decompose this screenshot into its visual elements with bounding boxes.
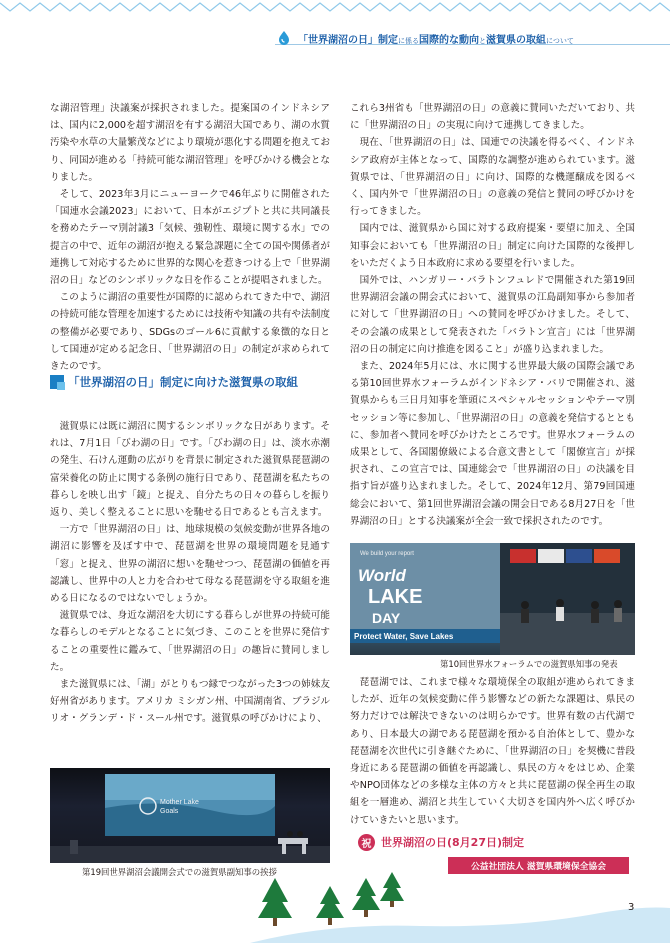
- page-number: 3: [628, 902, 635, 913]
- banner-slogan: Protect Water, Save Lakes: [354, 632, 454, 641]
- water-drop-icon: [276, 30, 292, 46]
- celebration-heading: [358, 833, 524, 851]
- top-zigzag-decoration: [0, 0, 670, 14]
- forum-illustration: [350, 543, 635, 655]
- left-photo-caption: 第19回世界湖沼会議開会式での滋賀県副知事の挨拶: [82, 867, 277, 877]
- celebration-badge: 祝: [358, 834, 375, 851]
- conference-stage-photo: [50, 768, 330, 863]
- trees-and-lake-decoration: [0, 868, 670, 943]
- paragraph: 滋賀県では、身近な湖沼を大切にする暮らしが世界の持続可能な暮らしのモデルとなることに気づき、このことを世界に発信することの重要性に鑑みて、「世界湖沼の日」の趣旨に賛同しました。: [50, 610, 330, 673]
- banner-text-top: We build your report: [360, 551, 414, 557]
- paragraph: 国内では、滋賀県から国に対する政府提案・要望に加え、全国知事会においても「世界湖沼の日」制定に向けた国際的な後押しをいただくよう日本政府に求める要望を行いました。: [350, 223, 635, 269]
- paragraph: な湖沼管理」決議案が採択されました。提案国のインドネシアは、国内に2,000を超す湖沼を有する湖沼大国であり、湖の水質汚染や水草の大量繁茂などにより環境が悪化する問題を抱えており、同国が進める「持続可能な湖沼管理」を呼びかける機会となりました。: [50, 103, 330, 183]
- running-header-title: 「世界湖沼の日」制定に係る国際的な動向と滋賀県の取組について: [298, 34, 574, 46]
- running-header: [276, 30, 574, 46]
- section-square-icon: [50, 375, 64, 389]
- paragraph: 滋賀県には既に湖沼に関するシンボリックな日があります。それは、7月1日「びわ湖の日」です。「びわ湖の日」は、淡水赤潮の発生、石けん運動の広がりを背景に制定された滋賀県琵琶湖の富栄養化の防止に関する条例の施行日であり、琵琶湖を私たちの暮らしを映し出す「鏡」と捉え、自分たちの日々の暮らしを振り返り、美しく整えることに思いを馳せる日であるとも言えます。: [50, 421, 330, 519]
- celebration-title: 世界湖沼の日(8月27日)制定: [381, 836, 525, 849]
- banner-world: World: [358, 566, 406, 585]
- screen-text-line1: Mother Lake: [160, 799, 199, 806]
- left-column-lower: [50, 418, 330, 728]
- right-photo-caption: 第10回世界水フォーラムでの滋賀県知事の発表: [440, 659, 618, 669]
- section-title: 「世界湖沼の日」制定に向けた滋賀県の取組: [68, 375, 298, 389]
- paragraph: また滋賀県には、「湖」がとりもつ縁でつながった3つの姉妹友好州省があります。アメリカ ミシガン州、中国湖南省、ブラジル リオ・グランデ・ド・スール州です。滋賀県の呼びかけにより、: [50, 679, 330, 725]
- section-heading: [50, 372, 332, 392]
- banner-lake: LAKE: [368, 586, 423, 608]
- paragraph: これら3州省も「世界湖沼の日」の意義に賛同いただいており、共に「世界湖沼の日」の実現に向けて連携してきました。: [350, 103, 635, 132]
- paragraph: 現在、「世界湖沼の日」は、国連での決議を得るべく、インドネシア政府が主体となって、国際的な調整が進められています。滋賀県では、「世界湖沼の日」に向け、国際的な機運醸成を図るべく、国内外で「世界湖沼の日」の意義の発信と賛同の呼びかけを行ってきました。: [350, 137, 635, 218]
- left-column-upper: [50, 100, 330, 375]
- stage-illustration: [50, 768, 330, 863]
- paragraph: 一方で「世界湖沼の日」は、地球規模の気候変動が世界各地の湖沼に影響を及ぼす中で、琵琶湖を世界の環境問題を見通す「窓」と捉え、世界の湖沼に想いを馳せつつ、琵琶湖の価値を再認識し、世界中の人と力を合わせて母なる琵琶湖を守る取組を進める日になるのではないでしょうか。: [50, 524, 330, 605]
- right-column-upper: [350, 100, 635, 530]
- paragraph: また、2024年5月には、水に関する世界最大級の国際会議である第10回世界水フォーラムがインドネシア・バリで開催され、滋賀県からも三日月知事を筆頭にスペシャルセッションやテーマ別セッション等に参加し、「世界湖沼の日」の意義を発信するとともに、参加者へ賛同を呼びかけたところです。世界水フォーラムの成果として、各国閣僚級による合意文書として「閣僚宣言」が採択され、この宣言では、国連総会で「世界湖沼の日」の決議を目指す旨が盛り込まれました。そして、2024年12月、第79回国連総会において、第1回世界湖沼会議の開会日である8月27日を「世界湖沼の日」とする決議案が全会一致で採択されたのです。: [350, 361, 635, 527]
- screen-text-line2: Goals: [160, 808, 179, 815]
- paragraph: 国外では、ハンガリー・バラトンフュレドで開催された第19回世界湖沼会議の開会式において、滋賀県の江島副知事から参加者に対して「世界湖沼の日」への賛同を呼びかけました。そして、その会議の成果として発表された「バラトン宣言」には「世界湖沼の日の制定に向け推進を図ること」が盛り込まれました。: [350, 275, 635, 355]
- paragraph: そして、2023年3月にニューヨークで46年ぶりに開催された「国連水会議2023」において、日本がエジプトと共に共同議長を務めたテーマ別討議3「気候、強靭性、環境に関する水」での提言の中で、近年の湖沼が抱える緊急課題に全ての国や関係者が連携して対応するために世界的な関心を惹きつける上で「世界湖沼の日」などのシンボリックな日を作ることが提唱されました。: [50, 189, 330, 287]
- organization-banner: 公益社団法人 滋賀県環境保全協会: [448, 857, 629, 874]
- paragraph: このように湖沼の重要性が国際的に認められてきた中で、湖沼の持続可能な管理を加速するためには技術や知識の共有や法制度の整備が必要であり、SDGsのゴール6に貢献する象徴的な日として国連が定める記念日、「世界湖沼の日」の制定が求められてきたのです。: [50, 292, 330, 373]
- paragraph: 琵琶湖では、これまで様々な環境保全の取組が進められてきましたが、近年の気候変動に伴う影響などの新たな課題は、県民の努力だけでは解決できないのは明らかです。世界有数の古代湖であり、日本最大の湖である琵琶湖を預かる自治体として、豊かな琵琶湖を次世代に引き継ぐために、「世界湖沼の日」を契機に普段身近にある琵琶湖の価値を再認識し、県民の方々をはじめ、企業やNPO団体などの多様な主体の方々と共に琵琶湖の保全再生の取組を一層進め、湖沼と共生していく大切さを国内外へ広く呼びかけていきたいと思います。: [350, 677, 635, 826]
- world-water-forum-photo: [350, 543, 635, 655]
- right-column-lower: [350, 674, 635, 829]
- banner-day: DAY: [372, 610, 401, 626]
